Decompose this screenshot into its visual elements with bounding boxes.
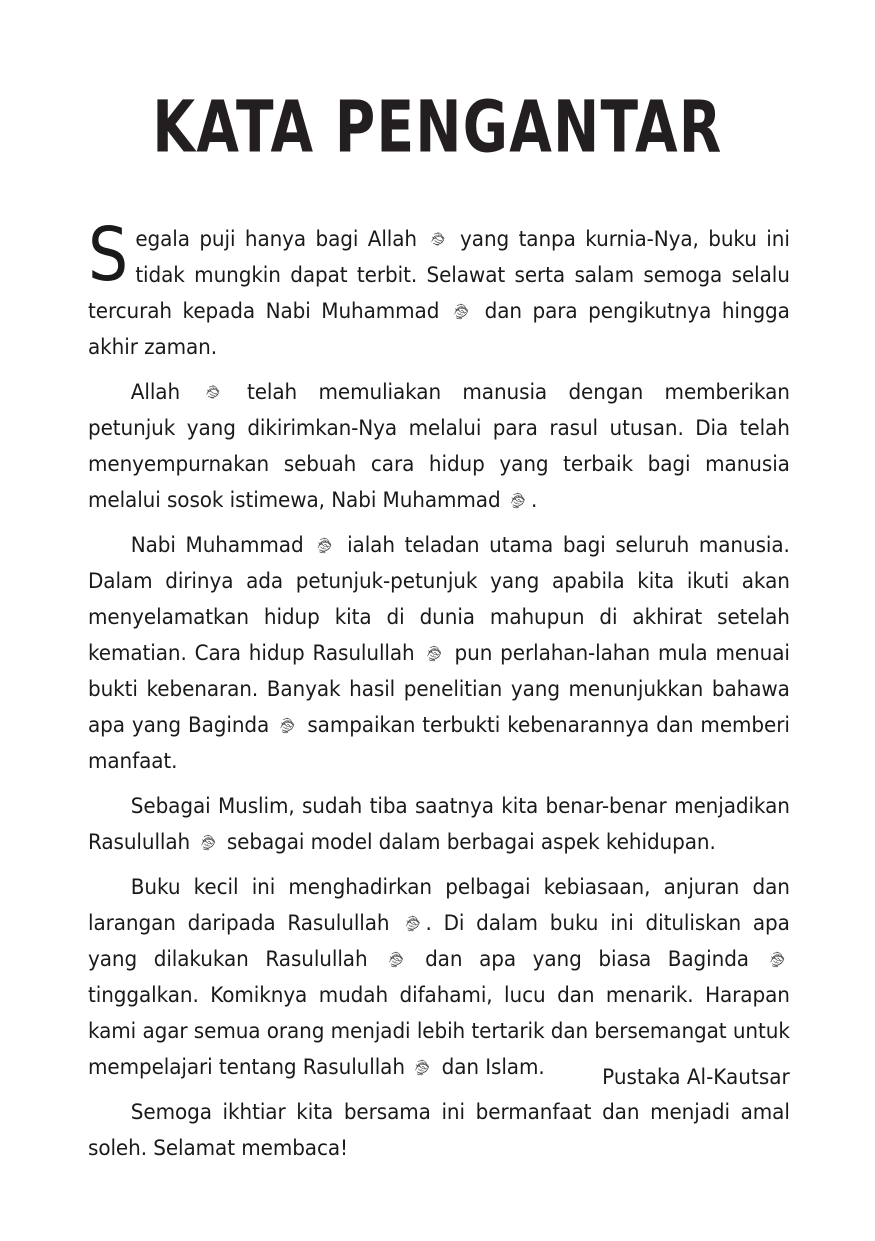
page-title: KATA PENGANTAR: [152, 86, 723, 170]
sallallahu-alayhi-wasallam-glyph-icon: [315, 534, 335, 555]
sallallahu-alayhi-wasallam-glyph-icon: [198, 831, 218, 852]
text-run: pun perlahan-lahan mula menuai bukti kebenaran. Banyak hasil penelitian yang menunjukkan bahawa apa yang Baginda: [88, 641, 790, 738]
text-run: .: [530, 488, 538, 513]
sallallahu-alayhi-wasallam-glyph-icon: [767, 948, 787, 969]
text-run: Nabi Muhammad: [130, 533, 314, 558]
sallallahu-alayhi-wasallam-glyph-icon: [509, 489, 529, 510]
text-run: egala puji hanya bagi Allah: [135, 227, 427, 252]
body-column: [88, 212, 790, 1176]
sallallahu-alayhi-wasallam-glyph-icon: [278, 714, 298, 735]
text-run: tinggalkan. Komiknya mudah difahami, lucu dan menarik. Harapan kami agar semua orang menjadi lebih tertarik dan bersemangat untuk mempelajari tentang Rasulullah: [88, 983, 790, 1080]
sallallahu-alayhi-wasallam-glyph-icon: [403, 912, 423, 933]
paragraph-5: [88, 870, 790, 1086]
sallallahu-alayhi-wasallam-glyph-icon: [424, 642, 444, 663]
text-run: yang tanpa kurnia-Nya, buku ini tidak mungkin dapat terbit. Selawat serta salam semoga selalu tercurah kepada Nabi Muhammad: [88, 227, 790, 324]
paragraph-1: [88, 212, 790, 366]
drop-cap-letter: S: [88, 212, 129, 298]
text-run: Sebagai Muslim, sudah tiba saatnya kita benar-benar menjadikan Rasulullah: [88, 794, 790, 855]
publisher-name: Pustaka Al-Kautsar: [602, 1065, 790, 1090]
paragraph-2: [88, 375, 790, 519]
sallallahu-alayhi-wasallam-glyph-icon: [452, 300, 472, 321]
jalla-jalaluhu-glyph-icon: [203, 381, 223, 402]
text-run: Semoga ikhtiar kita bersama ini bermanfaat dan menjadi amal soleh. Selamat membaca!: [88, 1100, 790, 1161]
text-run: dan Islam.: [435, 1055, 545, 1080]
paragraph-1-body: [88, 227, 790, 360]
text-run: ialah teladan utama bagi seluruh manusia. Dalam dirinya ada petunjuk-petunjuk yang apabila kita ikuti akan menyelamatkan hidup kita di dunia mahupun di akhirat setelah kematian. Cara hidup Rasulullah: [88, 533, 790, 666]
text-run: dan apa yang biasa Baginda: [408, 947, 766, 972]
text-run: telah memuliakan manusia dengan memberikan petunjuk yang dikirimkan-Nya melalui para rasul utusan. Dia telah menyempurnakan sebuah cara hidup yang terbaik bagi manusia melalui sosok istimewa, Nabi Muhammad: [88, 380, 790, 513]
sallallahu-alayhi-wasallam-glyph-icon: [386, 948, 406, 969]
text-run: dan para pengikutnya hingga akhir zaman.: [88, 299, 790, 360]
text-run: sampaikan terbukti kebenarannya dan memberi manfaat.: [88, 713, 790, 774]
text-run: Allah: [130, 380, 202, 405]
text-run: . Di dalam buku ini dituliskan apa yang dilakukan Rasulullah: [88, 911, 790, 972]
jalla-jalaluhu-glyph-icon: [428, 228, 448, 249]
paragraph-3: [88, 528, 790, 780]
text-run: sebagai model dalam berbagai aspek kehidupan.: [220, 830, 716, 855]
text-run: Buku kecil ini menghadirkan pelbagai kebiasaan, anjuran dan larangan daripada Rasulullah: [88, 875, 790, 936]
paragraph-4: [88, 789, 790, 861]
paragraph-6: [88, 1095, 790, 1167]
publisher-signature: [88, 1063, 790, 1093]
